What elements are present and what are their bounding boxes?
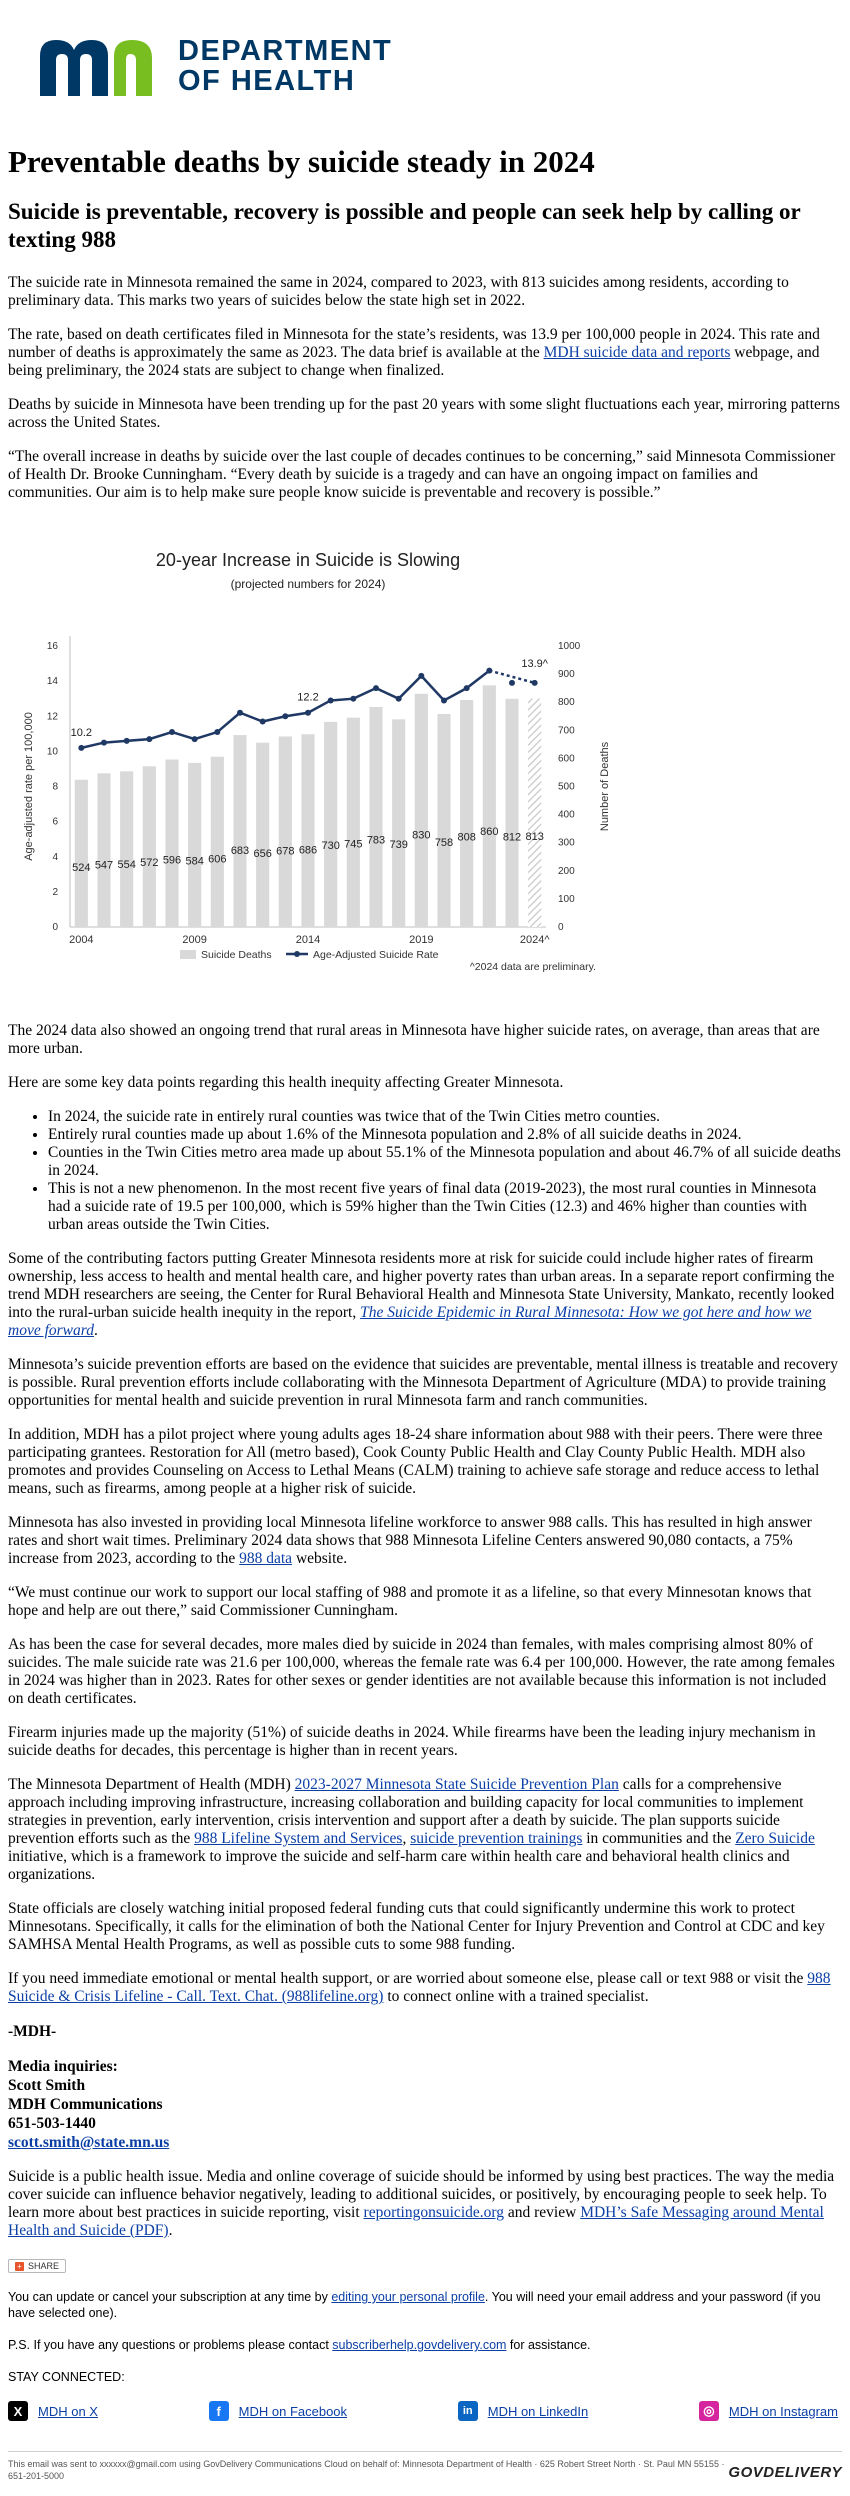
line-suicide-rate: [81, 671, 489, 748]
reporting-on-suicide-link[interactable]: reportingonsuicide.org: [363, 2204, 505, 2221]
list-item: • Counties in the Twin Cities metro area made up about 55.1% of the Minnesota population and about 46.7% of all suicide deaths in 2024.: [48, 1144, 842, 1180]
bar-data-label: 554: [117, 858, 136, 871]
bar-data-label: 683: [230, 845, 250, 858]
paragraph: The rate, based on death certificates filed in Minnesota for the state’s residents, was 13.9 per 100,000 people in 2024. This rate and number of deaths is approximately the same as 2023. The data brief is available at the MDH suicide data and reports webpage, and being preliminary, the 2024 stats are subject to change when finalized.: [8, 326, 820, 379]
paragraph: Suicide is a public health issue. Media and online coverage of suicide should be informed by using best practices. The way the media cover suicide can influence behavior negatively, leading to additional suicides, or positively, by encouraging people to seek help. To learn more about best practices in suicide reporting, visit reportingonsuicide.org and review MDH’s Safe Messaging around Mental Health and Suicide (PDF).: [8, 2168, 835, 2239]
y-tick-right: 600: [558, 753, 575, 765]
bar-data-label: 830: [412, 829, 431, 842]
logo-line-2: OF HEALTH: [178, 65, 356, 97]
list-item: • Entirely rural counties made up about 1.6% of the Minnesota population and 2.8% of all suicide deaths in 2024.: [48, 1126, 842, 1144]
subscriber-help-link[interactable]: subscriberhelp.govdelivery.com: [332, 2338, 507, 2352]
point-suicide-rate: [124, 738, 130, 744]
point-suicide-rate: [101, 740, 107, 746]
ps-note: P.S. If you have any questions or problems please contact subscriberhelp.govdelivery.com for assistance.: [8, 2338, 591, 2352]
bar-suicide-deaths: [415, 694, 428, 927]
bar-suicide-deaths: [143, 766, 156, 927]
paragraph: As has been the case for several decades, more males died by suicide in 2024 than females, with males comprising almost 80% of suicides. The male suicide rate was 21.6 per 100,000, whereas the female rate was 6.4 per 100,000. However, the rate among females in 2024 was higher than in 2023. Rates for other sexes or gender identities are not available because this information is not included on death certificates.: [8, 1636, 835, 1707]
bar-suicide-deaths: [369, 707, 382, 927]
point-suicide-rate: [146, 736, 152, 742]
social-instagram-link[interactable]: MDH on Instagram: [728, 2403, 838, 2419]
subscription-note: You can update or cancel your subscription at any time by editing your personal profile. You will need your email address and your password (if you have selected one).: [8, 2290, 821, 2320]
988-lifeline-link[interactable]: 988 Suicide & Crisis Lifeline - Call. Text. Chat. (988lifeline.org): [8, 1970, 831, 2005]
legend-label-rate: Age-Adjusted Suicide Rate: [313, 949, 439, 961]
paragraph: In addition, MDH has a pilot project where young adults ages 18-24 share information about 988 with their peers. There were three participating grantees. Restoration for All (metro based), Cook County Public Health and Clay County Public Health. MDH also promotes and provides Counseling on Access to Lethal Means (CALM) training to achieve safe storage and reduce access to lethal means, such as firearms, among people at a higher risk of suicide.: [8, 1426, 823, 1497]
bar-data-label: 813: [525, 831, 544, 844]
y-tick-left: 10: [46, 746, 58, 758]
y-tick-right: 0: [558, 922, 564, 933]
bar-suicide-deaths: [211, 757, 224, 927]
bar-suicide-deaths: [97, 773, 110, 927]
y-tick-left: 12: [46, 711, 58, 723]
chart-title: 20-year Increase in Suicide is Slowing: [155, 550, 461, 570]
bar-suicide-deaths: [165, 760, 178, 927]
list-item: • In 2024, the suicide rate in entirely rural counties was twice that of the Twin Cities metro counties.: [48, 1108, 842, 1126]
y-tick-left: 2: [52, 886, 58, 898]
media-phone: 651-503-1440: [8, 2115, 96, 2132]
paragraph: Minnesota’s suicide prevention efforts are based on the evidence that suicides are preventable, mental illness is treatable and recovery is possible. Rural prevention efforts include collaborating with the Minnesota Department of Agriculture (MDA) to provide training opportunities for mental health and suicide prevention in rural Minnesota farm and ranch communities.: [8, 1356, 838, 1409]
annotation-mid-rate: 12.2: [297, 691, 319, 704]
article-body: [0, 144, 850, 2496]
point-suicide-rate: [214, 729, 220, 735]
legend-swatch-rate-dot: [294, 951, 300, 957]
rural-report-link[interactable]: The Suicide Epidemic in Rural Minnesota: How we got here and how we move forward: [8, 1304, 812, 1339]
point-suicide-rate: [169, 729, 175, 735]
y-tick-left: 4: [52, 851, 58, 863]
bar-suicide-deaths: [460, 700, 473, 927]
article-title: Preventable deaths by suicide steady in 2024: [8, 144, 595, 179]
y-tick-right: 500: [558, 781, 575, 793]
y-tick-left: 14: [46, 676, 58, 688]
bar-data-label: 596: [162, 854, 182, 867]
paragraph: Minnesota has also invested in providing local Minnesota lifeline workforce to answer 988 calls. This has resulted in high answer rates and short wait times. Preliminary 2024 data shows that 988 Minnesota Lifeline Centers answered 90,080 contacts, a 75% increase from 2023, according to the 988 data website.: [8, 1514, 812, 1567]
point-suicide-rate: [441, 697, 447, 703]
bar-suicide-deaths: [233, 735, 246, 927]
safe-messaging-link[interactable]: MDH’s Safe Messaging around Mental Health and Suicide (PDF): [8, 2204, 824, 2239]
988-data-link[interactable]: 988 data: [239, 1550, 293, 1567]
mn-logo-icon: [40, 38, 162, 96]
bar-data-label: 860: [480, 826, 499, 839]
bar-data-label: 739: [389, 839, 408, 852]
bar-suicide-deaths: [120, 771, 133, 927]
paragraph: Deaths by suicide in Minnesota have been trending up for the past 20 years with some slight fluctuations each year, mirroring patterns across the United States.: [8, 396, 840, 431]
x-tick-label: 2019: [409, 934, 434, 946]
social-links: [8, 2401, 842, 2421]
chart-svg: [8, 522, 618, 992]
y-tick-right: 700: [558, 725, 575, 737]
point-suicide-rate: [350, 696, 356, 702]
point-suicide-rate: [486, 668, 492, 674]
bar-data-label: 812: [502, 831, 522, 844]
point-suicide-rate: [509, 680, 515, 686]
y-tick-left: 16: [46, 641, 58, 652]
social-x-link[interactable]: MDH on X: [38, 2403, 98, 2419]
legend-swatch-deaths: [180, 950, 196, 959]
point-suicide-rate: [464, 685, 470, 691]
point-suicide-rate: [418, 673, 424, 679]
paragraph: The 2024 data also showed an ongoing trend that rural areas in Minnesota have higher suicide rates, on average, than areas that are more urban.: [8, 1022, 820, 1057]
x-tick-label: 2009: [182, 934, 207, 946]
suicide-trend-chart: [8, 522, 618, 992]
paragraph: State officials are closely watching initial proposed federal funding cuts that could significantly undermine this work to protect Minnesotans. Specifically, it calls for the elimination of both the National Center for Injury Prevention and Control at CDC and key SAMHSA Mental Health Programs, as well as possible cuts to some 988 funding.: [8, 1900, 825, 1953]
media-email-link[interactable]: scott.smith@state.mn.us: [8, 2134, 170, 2151]
bar-suicide-deaths: [279, 736, 292, 927]
media-name: Scott Smith: [8, 2077, 86, 2094]
social-linkedin-link[interactable]: MDH on LinkedIn: [487, 2403, 589, 2419]
point-suicide-rate: [192, 736, 198, 742]
facebook-icon: f: [209, 2401, 229, 2421]
point-suicide-rate: [373, 685, 379, 691]
signoff: -MDH-: [8, 2023, 57, 2040]
bar-suicide-deaths: [392, 719, 405, 927]
bar-data-label: 678: [276, 845, 295, 858]
prevention-trainings-link[interactable]: suicide prevention trainings: [410, 1830, 583, 1847]
point-suicide-rate: [396, 696, 402, 702]
paragraph: Firearm injuries made up the majority (51%) of suicide deaths in 2024. While firearms have been the leading injury mechanism in suicide deaths for decades, this percentage is higher than in recent years.: [8, 1724, 816, 1759]
x-tick-label: 2014: [295, 934, 321, 946]
social-linkedin[interactable]: [458, 2401, 588, 2421]
point-suicide-rate: [532, 680, 538, 686]
edit-profile-link[interactable]: editing your personal profile: [331, 2290, 485, 2304]
logo-wordmark: [178, 36, 392, 96]
zero-suicide-link[interactable]: Zero Suicide: [735, 1830, 815, 1847]
y-tick-right: 1000: [558, 641, 581, 652]
paragraph: The Minnesota Department of Health (MDH) 2023-2027 Minnesota State Suicide Prevention Plan calls for a comprehensive approach including improving infrastructure, increasing collaboration and building capacity for local communities to implement strategies in prevention, early intervention, crisis intervention and support after a death by suicide. The plan supports suicide prevention efforts such as the 988 Lifeline System and Services, suicide prevention trainings in communities and the Zero Suicide initiative, which is a framework to improve the suicide and self-harm care within health care and behavioral health clinics and organizations.: [8, 1776, 815, 1883]
linkedin-icon: in: [458, 2401, 478, 2421]
govdelivery-logo[interactable]: GOVDELIVERY: [728, 2464, 842, 2481]
y-tick-right: 900: [558, 669, 575, 681]
bar-suicide-deaths: [437, 714, 450, 927]
mdh-logo[interactable]: [0, 0, 850, 120]
y-tick-right: 400: [558, 809, 575, 821]
bar-suicide-deaths: [188, 763, 201, 927]
x-icon: X: [8, 2401, 28, 2421]
y-axis-right-label: Number of Deaths: [599, 741, 611, 832]
social-x[interactable]: [8, 2401, 98, 2421]
y-tick-left: 8: [52, 781, 58, 793]
social-facebook-link[interactable]: MDH on Facebook: [238, 2403, 348, 2419]
key-data-list: [8, 1108, 842, 1234]
bar-data-label: 524: [72, 862, 91, 875]
media-heading: Media inquiries:: [8, 2058, 118, 2075]
bar-data-label: 730: [321, 840, 340, 853]
y-tick-right: 300: [558, 837, 575, 849]
plus-icon: +: [15, 2262, 24, 2271]
bar-suicide-deaths: [324, 722, 337, 927]
point-suicide-rate: [282, 713, 288, 719]
legend-label-deaths: Suicide Deaths: [201, 949, 272, 961]
y-tick-right: 200: [558, 865, 575, 877]
bar-suicide-deaths: [528, 699, 541, 927]
paragraph: Here are some key data points regarding this health inequity affecting Greater Minnesota.: [8, 1074, 564, 1091]
logo-line-1: DEPARTMENT: [178, 35, 393, 67]
point-suicide-rate: [305, 710, 311, 716]
bar-data-label: 584: [185, 855, 204, 868]
share-button[interactable]: + SHARE: [8, 2259, 66, 2273]
y-tick-left: 0: [52, 922, 58, 933]
footer-fine-print: This email was sent to xxxxxx@gmail.com using GovDelivery Communications Cloud on behalf of: Minnesota Department of Health · 625 Robert Street North · St. Paul MN 55155 · 651-201-5000: [8, 2459, 725, 2481]
mdh-suicide-data-link[interactable]: MDH suicide data and reports: [543, 344, 731, 361]
lifeline-system-link[interactable]: 988 Lifeline System and Services: [194, 1830, 403, 1847]
paragraph: If you need immediate emotional or mental health support, or are worried about someone else, please call or text 988 or visit the 988 Suicide & Crisis Lifeline - Call. Text. Chat. (988lifeline.org) to connect online with a trained specialist.: [8, 1970, 831, 2005]
social-facebook[interactable]: [209, 2401, 347, 2421]
bar-data-label: 547: [94, 859, 114, 872]
bar-data-label: 808: [457, 831, 476, 844]
bar-suicide-deaths: [347, 718, 360, 927]
article-subtitle: Suicide is preventable, recovery is possible and people can seek help by calling or texting 988: [8, 199, 801, 252]
bar-data-label: 686: [298, 844, 318, 857]
bar-data-label: 606: [208, 853, 227, 866]
bar-suicide-deaths: [256, 743, 269, 927]
y-tick-left: 6: [52, 816, 58, 828]
stay-connected-heading: STAY CONNECTED:: [8, 2370, 125, 2384]
bar-suicide-deaths: [75, 780, 88, 927]
annotation-last-rate: 13.9^: [521, 657, 548, 670]
bar-suicide-deaths: [505, 699, 518, 927]
bar-data-label: 572: [140, 856, 159, 869]
paragraph: The suicide rate in Minnesota remained the same in 2024, compared to 2023, with 813 suicides among residents, according to preliminary data. This marks two years of suicides below the state high set in 2022.: [8, 274, 789, 309]
chart-subtitle: (projected numbers for 2024): [230, 577, 386, 591]
bar-suicide-deaths: [483, 685, 496, 927]
paragraph: Some of the contributing factors putting Greater Minnesota residents more at risk for suicide could include higher rates of firearm ownership, less access to health and mental health care, and higher poverty rates than urban areas. In a separate report confirming the trend MDH researchers are seeing, the Center for Rural Behavioral Health and Minnesota State University, Mankato, recently looked into the rural-urban suicide health inequity in the report, The Suicide Epidemic in Rural Minnesota: How we got here and how we move forward.: [8, 1250, 835, 1339]
bar-data-label: 758: [434, 837, 454, 850]
y-tick-right: 100: [558, 893, 575, 905]
x-tick-label: 2004: [69, 934, 94, 946]
bar-data-label: 656: [253, 847, 272, 860]
bar-suicide-deaths: [301, 734, 314, 927]
point-suicide-rate: [260, 719, 266, 725]
instagram-icon: ◎: [699, 2401, 719, 2421]
paragraph: “We must continue our work to support our local staffing of 988 and promote it as a lifeline, so that every Minnesotan knows that hope and help are out there,” said Commissioner Cunningham.: [8, 1584, 812, 1619]
media-org: MDH Communications: [8, 2096, 163, 2113]
x-tick-label: 2024^: [519, 934, 550, 946]
point-suicide-rate: [78, 745, 84, 751]
point-suicide-rate: [328, 697, 334, 703]
chart-footnote: ^2024 data are preliminary.: [469, 961, 596, 973]
point-suicide-rate: [237, 710, 243, 716]
annotation-first-rate: 10.2: [70, 726, 93, 739]
social-instagram[interactable]: [699, 2401, 838, 2421]
bar-data-label: 745: [344, 838, 363, 851]
y-axis-left-label: Age-adjusted rate per 100,000: [23, 712, 35, 861]
media-contact: [8, 2057, 842, 2152]
y-tick-right: 800: [558, 697, 575, 709]
prevention-plan-link[interactable]: 2023-2027 Minnesota State Suicide Prevention Plan: [294, 1776, 619, 1793]
paragraph: “The overall increase in deaths by suicide over the last couple of decades continues to be concerning,” said Minnesota Commissioner of Health Dr. Brooke Cunningham. “Every death by suicide is a tragedy and can have an ongoing impact on families and communities. Our aim is to help make sure people know suicide is preventable and recovery is possible.”: [8, 448, 836, 501]
bar-data-label: 783: [366, 834, 386, 847]
email-footer: [8, 2451, 842, 2482]
list-item: • This is not a new phenomenon. In the most recent five years of final data (2019-2023), the most rural counties in Minnesota had a suicide rate of 19.5 per 100,000, which is 59% higher than the Twin Cities (12.3) and 46% higher than counties with urban areas outside the Twin Cities.: [48, 1180, 842, 1234]
